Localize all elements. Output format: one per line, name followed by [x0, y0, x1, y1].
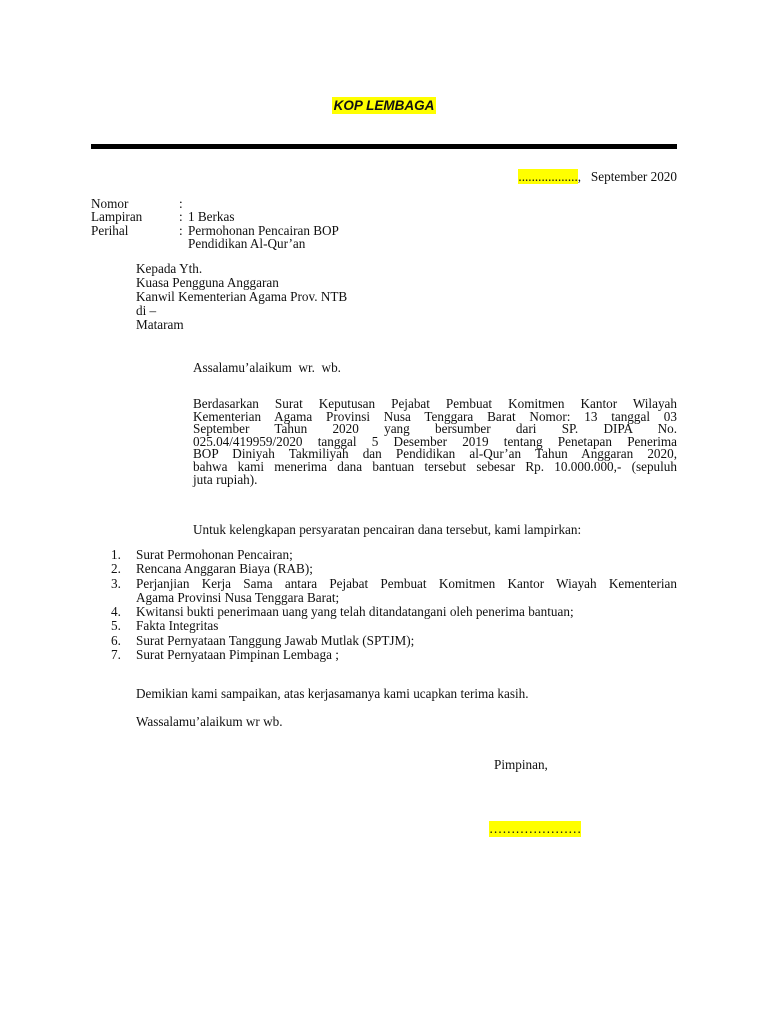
- list-item: [111, 619, 677, 633]
- meta-key: Perihal: [91, 223, 129, 238]
- date-month-year: September 2020: [590, 169, 677, 184]
- body-line: BOP Diniyah Takmiliyah dan Pendidikan al-Qur’an Tahun Anggaran 2020,: [193, 446, 677, 462]
- body-line: September Tahun 2020 yang bersumber dari SP. DIPA No.: [193, 421, 677, 437]
- letterhead-title: KOP LEMBAGA: [333, 98, 435, 113]
- meta-row-nomor: [91, 196, 491, 210]
- farewell: Wassalamu’alaikum wr wb.: [136, 714, 283, 729]
- meta-key: Nomor: [91, 196, 129, 211]
- list-number: 7.: [111, 647, 121, 663]
- letterhead-rule: [91, 144, 677, 149]
- body-line: Kementerian Agama Provinsi Nusa Tenggara Barat Nomor: 13 tanggal 03: [193, 408, 677, 424]
- meta-row-lampiran: [91, 209, 491, 223]
- date-placeholder: ..................: [518, 169, 578, 184]
- meta-value: Permohonan Pencairan BOP: [188, 223, 339, 238]
- body-paragraph: [193, 398, 677, 486]
- meta-colon: :: [179, 223, 183, 238]
- list-text: Surat Pernyataan Pimpinan Lembaga ;: [136, 647, 339, 663]
- list-text: Kwitansi bukti penerimaan uang yang telah ditandatangani oleh penerima bantuan;: [136, 604, 574, 620]
- list-text: Perjanjian Kerja Sama antara Pejabat Pembuat Komitmen Kantor Wiayah Kementerian: [136, 575, 677, 591]
- list-number: 2.: [111, 561, 121, 577]
- list-text: Agama Provinsi Nusa Tenggara Barat;: [136, 589, 340, 605]
- meta-perihal-continuation: Pendidikan Al-Qur’an: [188, 236, 306, 251]
- closing-sentence: Demikian kami sampaikan, atas kerjasamanya kami ucapkan terima kasih.: [136, 686, 529, 701]
- list-number: 4.: [111, 604, 121, 620]
- list-item: [111, 562, 677, 576]
- list-text: Surat Permohonan Pencairan;: [136, 547, 293, 562]
- meta-row-perihal: [91, 223, 491, 237]
- date-line: [518, 169, 677, 185]
- list-item: [111, 648, 677, 662]
- attachments-list: [111, 548, 677, 662]
- recipient-line: Kepada Yth.: [136, 261, 203, 276]
- list-number: 6.: [111, 632, 121, 648]
- greeting: Assalamu’alaikum wr. wb.: [193, 360, 341, 375]
- list-number: 1.: [111, 547, 121, 562]
- list-number: 5.: [111, 618, 121, 634]
- list-text: Rencana Anggaran Biaya (RAB);: [136, 561, 313, 577]
- meta-key: Lampiran: [91, 209, 143, 224]
- body-line: 025.04/419959/2020 tanggal 5 Desember 2019 tentang Penetapan Penerima: [193, 433, 677, 449]
- recipient-line: di –: [136, 303, 157, 318]
- meta-colon: :: [179, 196, 183, 211]
- list-text: Surat Pernyataan Tanggung Jawab Mutlak (SPTJM);: [136, 632, 415, 648]
- recipient-line: Kuasa Pengguna Anggaran: [136, 275, 279, 290]
- recipient-block: [136, 262, 347, 332]
- meta-colon: :: [179, 209, 183, 224]
- list-item: [111, 605, 677, 619]
- body-line: Berdasarkan Surat Keputusan Pejabat Pembuat Komitmen Kantor Wilayah: [193, 396, 677, 411]
- recipient-line: Kanwil Kementerian Agama Prov. NTB: [136, 289, 348, 304]
- meta-value: 1 Berkas: [188, 209, 235, 224]
- signatory-name-placeholder: …………………: [489, 821, 582, 836]
- body-line: juta rupiah).: [193, 471, 258, 487]
- list-number: 3.: [111, 575, 121, 591]
- date-separator: ,: [577, 169, 582, 184]
- signatory-title: Pimpinan,: [494, 757, 548, 772]
- list-item: [111, 634, 677, 648]
- list-item: [111, 577, 677, 606]
- recipient-line: Mataram: [136, 317, 184, 332]
- attachments-intro: Untuk kelengkapan persyaratan pencairan dana tersebut, kami lampirkan:: [193, 522, 582, 537]
- list-text: Fakta Integritas: [136, 618, 219, 634]
- body-line: bahwa kami menerima dana bantuan tersebut sebesar Rp. 10.000.000,- (sepuluh: [193, 458, 677, 474]
- list-item: [111, 548, 677, 562]
